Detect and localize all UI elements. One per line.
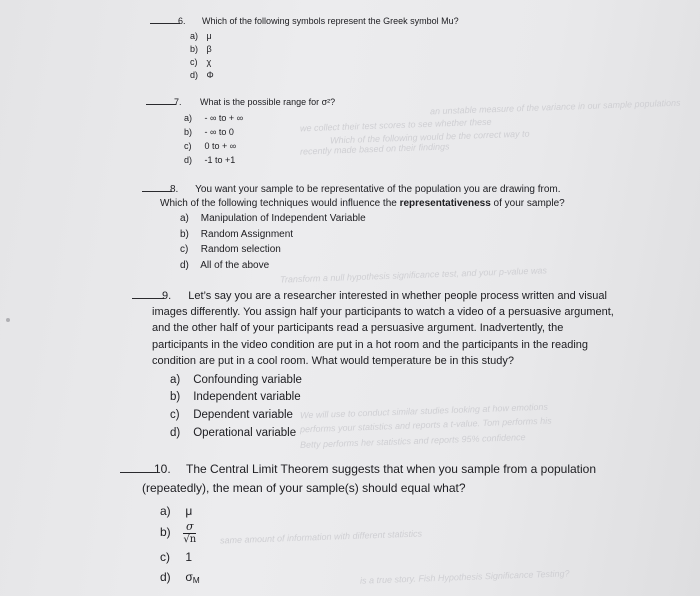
option-c: c) 1 — [160, 550, 193, 564]
option-c: c) 0 to + ∞ — [184, 141, 237, 151]
answer-blank — [142, 191, 172, 192]
question-9 — [132, 290, 607, 302]
option-c: c) Dependent variable — [170, 409, 293, 421]
option-d: d) $\sigma_M$ — [160, 570, 200, 585]
option-a: a) Confounding variable — [170, 374, 302, 386]
option-c: c) χ — [190, 57, 212, 67]
question-text-line-2: (repeatedly), the mean of your sample(s) should equal what? — [142, 481, 466, 495]
sigma-over-root-n: $\frac{\sigma}{√n}$ — [183, 520, 197, 545]
answer-blank — [120, 472, 156, 473]
question-text-line-3: and the other half of your participants read a persuasive argument. Inadvertently, the — [152, 322, 564, 334]
option-a: a) - ∞ to + ∞ — [184, 113, 244, 123]
option-d: d) Operational variable — [170, 427, 297, 439]
option-a: a) μ — [160, 504, 193, 518]
question-text-line-4: participants in the video condition are put in a hot room and the participants in the reading — [152, 339, 588, 351]
question-text-line-1: Let’s say you are a researcher interested in whether people process written and visual — [188, 290, 607, 302]
question-text-line-5: condition are put in a cool room. What would temperature be in this study? — [152, 355, 514, 367]
option-b: b) - ∞ to 0 — [184, 127, 234, 137]
question-7 — [146, 97, 335, 107]
question-number: 8. — [170, 184, 179, 195]
option-b: b) $\frac{\sigma}{√n}$ — [160, 520, 197, 545]
answer-blank — [146, 104, 176, 105]
question-text: What is the possible range for σ²? — [200, 97, 336, 107]
bleed-through-text: is a true story. Fish Hypothesis Significance Testing? — [359, 568, 570, 586]
question-text-line-1: The Central Limit Theorem suggests that when you sample from a population — [186, 462, 597, 476]
option-c: c) Random selection — [180, 244, 281, 255]
option-b: b) Random Assignment — [180, 229, 294, 240]
question-10 — [120, 462, 596, 476]
question-8-line-2: Which of the following techniques would influence the representativeness of your sample? — [160, 198, 565, 209]
answer-blank — [132, 298, 164, 299]
page-speck — [6, 318, 10, 322]
question-text: Which of the following symbols represent the Greek symbol Mu? — [202, 16, 459, 26]
option-b: b) β — [190, 44, 212, 54]
option-d: d) All of the above — [180, 260, 270, 271]
bleed-through-text: we collect their test scores to see whether these — [299, 116, 492, 134]
bleed-through-text: We will use to conduct similar studies looking at how emotions — [299, 401, 549, 421]
bleed-through-text: Betty performs her statistics and reports 95% confidence — [299, 432, 526, 450]
bleed-through-text: Which of the following would be the correct way to — [329, 128, 530, 146]
question-number: 10. — [154, 462, 171, 476]
question-text-line-2: images differently. You assign half your participants to watch a video of a persuasive argument, — [152, 306, 614, 318]
bleed-through-text: Transform a null hypothesis significance test, and your p-value was — [279, 265, 548, 285]
emphasis-text: representativeness — [399, 198, 491, 209]
option-d: d) Φ — [190, 70, 214, 80]
option-a: a) μ — [190, 31, 212, 41]
bleed-through-text: same amount of information with different statistics — [219, 528, 423, 546]
question-number: 9. — [162, 290, 172, 302]
bleed-through-text: an unstable measure of the variance in our sample populations — [429, 97, 681, 117]
bleed-through-text: recently made based on their findings — [299, 141, 450, 157]
question-6 — [150, 16, 459, 26]
question-text-line-1: You want your sample to be representative of the population you are drawing from. — [195, 184, 561, 195]
question-number: 7. — [174, 97, 182, 107]
option-a: a) Manipulation of Independent Variable — [180, 213, 366, 224]
option-b: b) Independent variable — [170, 391, 301, 403]
answer-blank — [150, 23, 180, 24]
option-d: d) -1 to +1 — [184, 155, 236, 165]
bleed-through-text: performs your statistics and reports a t-value. Tom performs his — [299, 415, 552, 435]
question-number: 6. — [178, 16, 186, 26]
question-8 — [142, 184, 561, 195]
